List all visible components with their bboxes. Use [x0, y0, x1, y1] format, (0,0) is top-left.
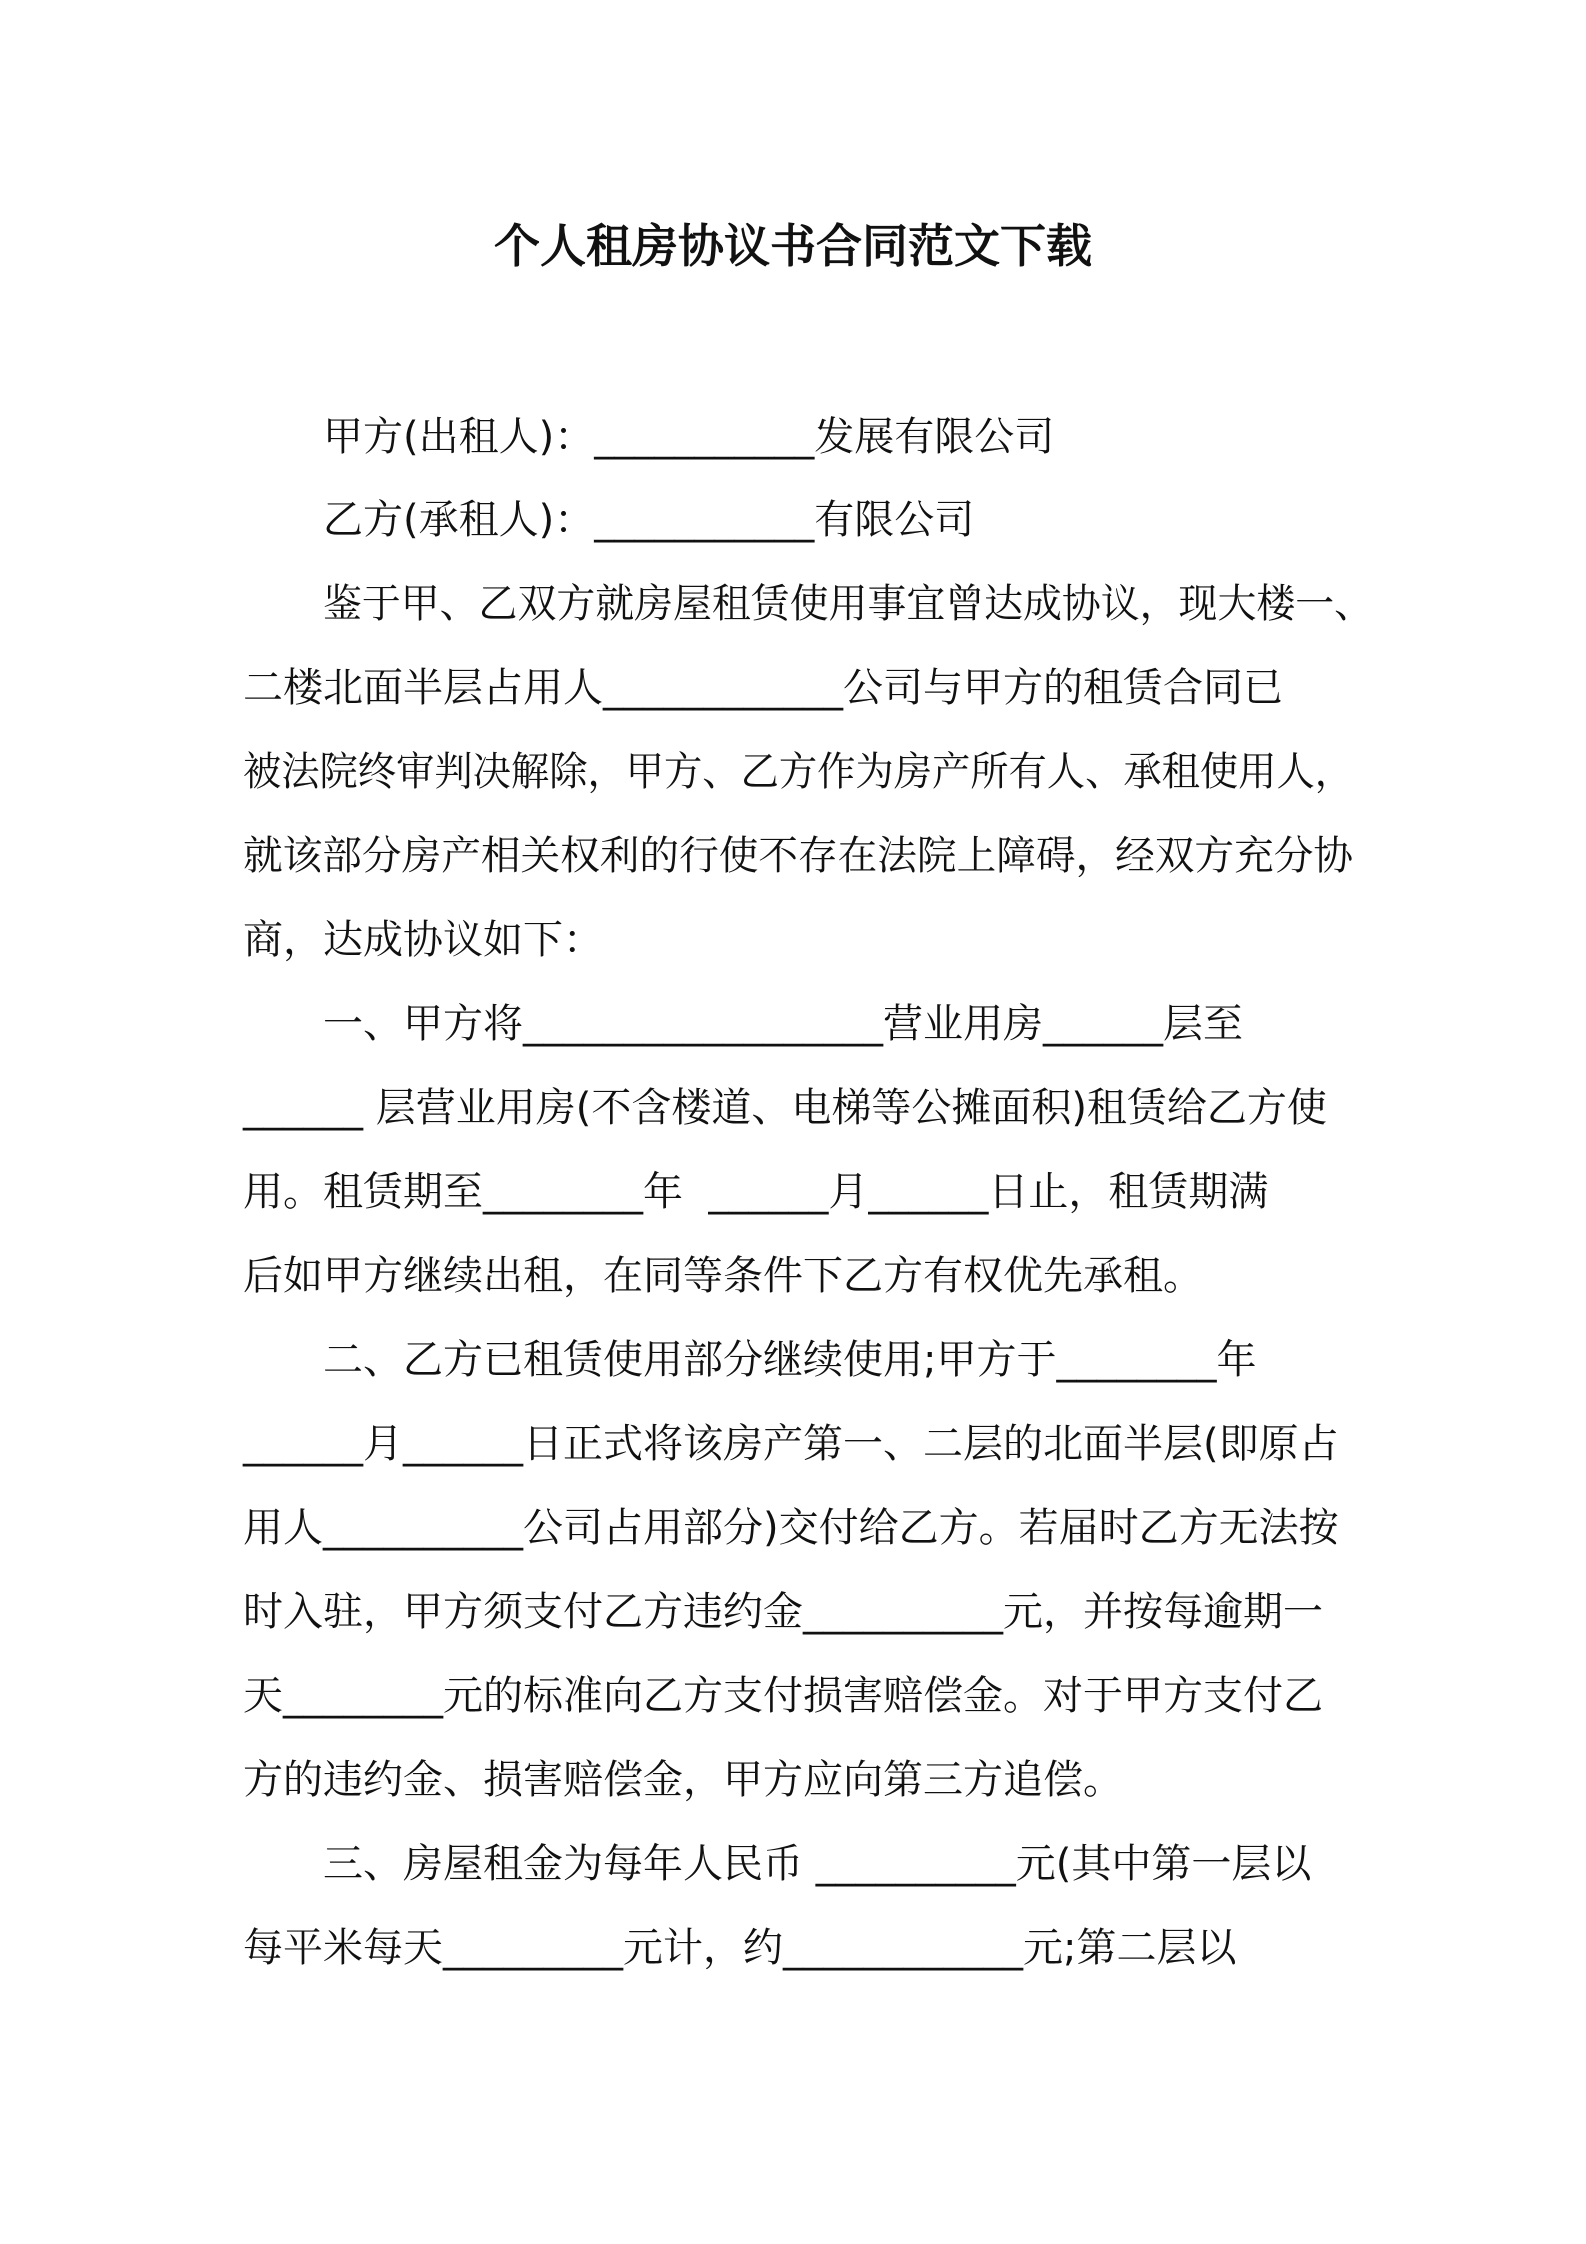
- paragraph-line: 方的违约金、损害赔偿金，甲方应向第三方追偿。: [243, 1757, 1123, 1803]
- paragraph-line: 二、乙方已租赁使用部分继续使用;甲方于________年: [323, 1337, 1257, 1383]
- paragraph-line: 甲方(出租人)：___________发展有限公司: [323, 414, 1055, 460]
- paragraph-line: 三、房屋租金为每年人民币 __________元(其中第一层以: [323, 1841, 1312, 1887]
- paragraph-line: 一、甲方将__________________营业用房______层至: [323, 1001, 1243, 1047]
- paragraph-line: 每平米每天_________元计，约____________元;第二层以: [243, 1925, 1237, 1971]
- paragraph-line: 商，达成协议如下：: [243, 917, 603, 963]
- paragraph-line: ______ 层营业用房(不含楼道、电梯等公摊面积)租赁给乙方使: [243, 1085, 1327, 1131]
- paragraph-line: 乙方(承租人)：___________有限公司: [323, 497, 975, 543]
- paragraph-line: ______月______日正式将该房产第一、二层的北面半层(即原占: [243, 1421, 1339, 1467]
- paragraph-line: 天________元的标准向乙方支付损害赔偿金。对于甲方支付乙: [243, 1673, 1323, 1719]
- paragraph-line: 被法院终审判决解除，甲方、乙方作为房产所有人、承租使用人，: [243, 749, 1353, 795]
- paragraph-line: 鉴于甲、乙双方就房屋租赁使用事宜曾达成协议，现大楼一、: [323, 581, 1373, 627]
- paragraph-line: 二楼北面半层占用人____________公司与甲方的租赁合同已: [243, 665, 1283, 711]
- paragraph-line: 后如甲方继续出租，在同等条件下乙方有权优先承租。: [243, 1253, 1203, 1299]
- paragraph-line: 时入驻，甲方须支付乙方违约金__________元，并按每逾期一: [243, 1589, 1323, 1635]
- paragraph-line: 用。租赁期至________年 ______月______日止，租赁期满: [243, 1169, 1269, 1215]
- document-title: 个人租房协议书合同范文下载: [494, 219, 1092, 273]
- paragraph-line: 用人__________公司占用部分)交付给乙方。若届时乙方无法按: [243, 1505, 1339, 1551]
- paragraph-line: 就该部分房产相关权利的行使不存在法院上障碍，经双方充分协: [243, 833, 1353, 879]
